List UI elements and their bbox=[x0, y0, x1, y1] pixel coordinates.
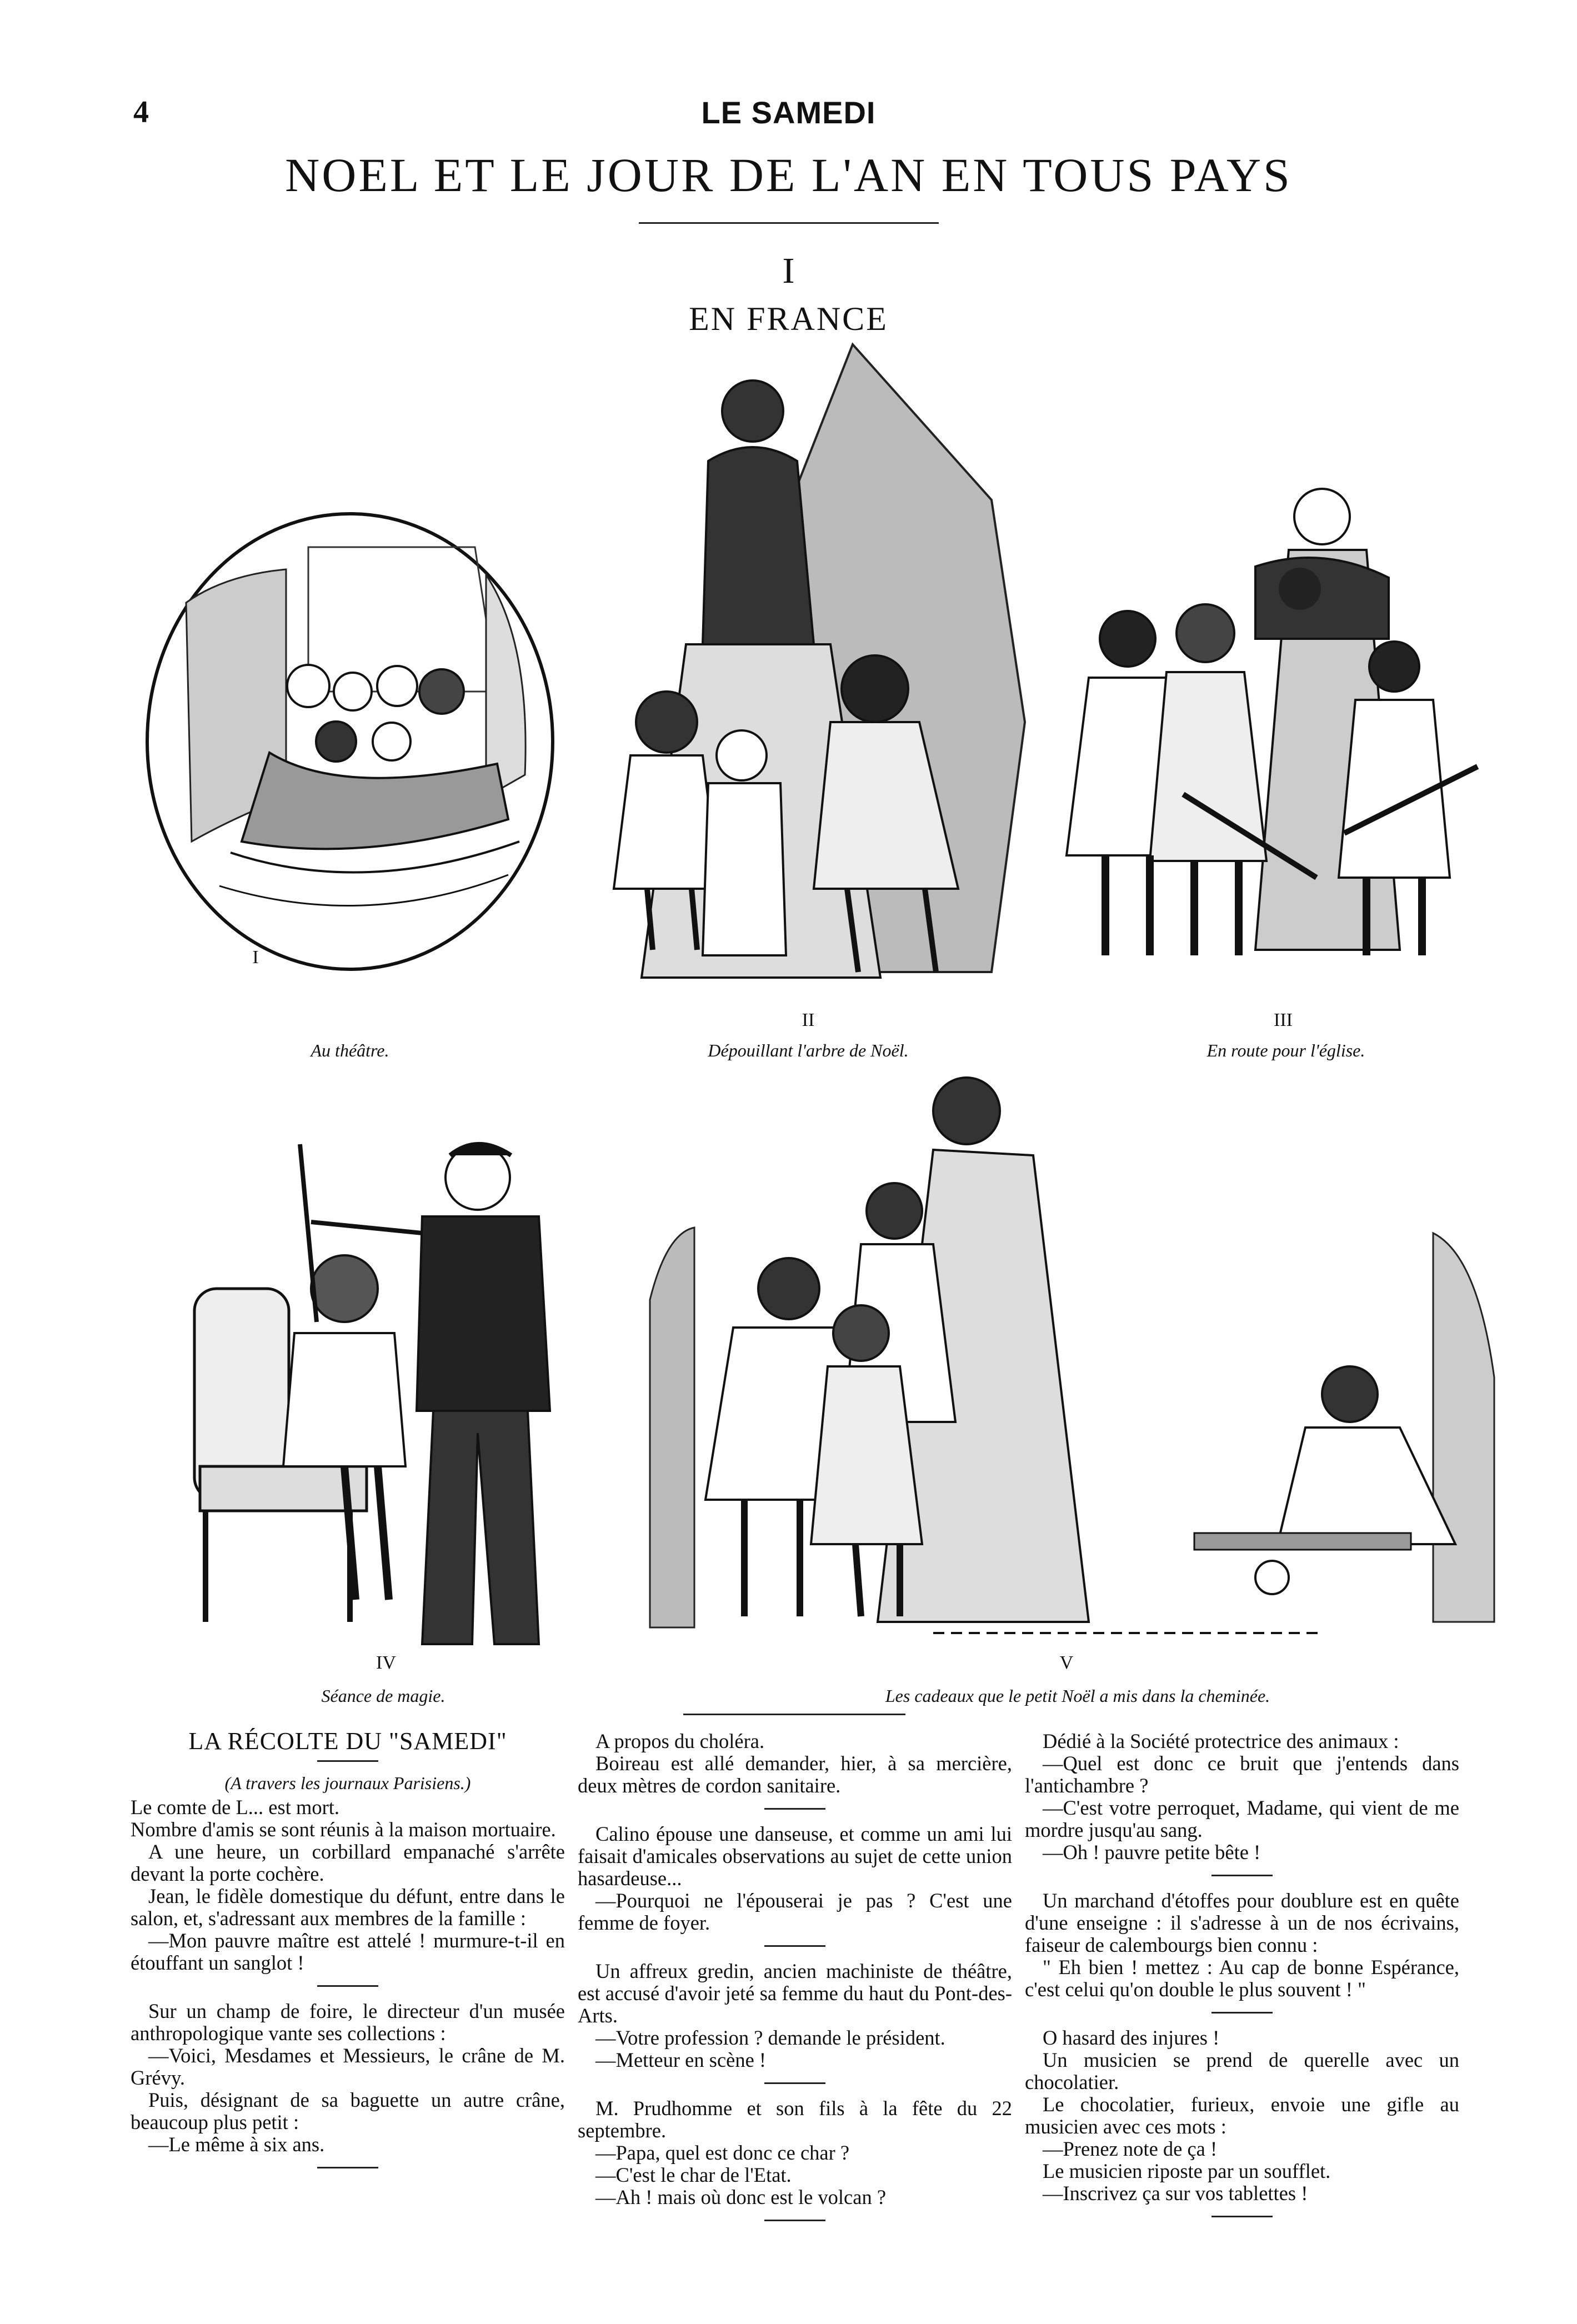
paragraph: Nombre d'amis se sont réunis à la maison mortuaire. bbox=[131, 1818, 556, 1841]
separator bbox=[1211, 2216, 1273, 2217]
caption-2: Dépouillant l'arbre de Noël. bbox=[708, 1040, 909, 1060]
paragraph: —Inscrivez ça sur vos tablettes ! bbox=[1043, 2182, 1308, 2205]
caption-1: Au théâtre. bbox=[311, 1040, 389, 1060]
separator bbox=[317, 1985, 378, 1987]
paragraph: Un affreux gredin, ancien machiniste de théâtre, est accusé d'avoir jeté sa femme du haut du Pont-des-Arts. bbox=[578, 1960, 1012, 2027]
illustration-magic bbox=[183, 1122, 561, 1650]
paragraph: Jean, le fidèle domestique du défunt, entre dans le salon, et, s'adressant aux membres de la famille : bbox=[131, 1885, 565, 1930]
paragraph: Calino épouse une danseuse, et comme un ami lui faisait d'amicales observations au sujet de cette union hasardeuse... bbox=[578, 1822, 1012, 1890]
paragraph: —Metteur en scène ! bbox=[595, 2048, 767, 2071]
separator bbox=[317, 2167, 378, 2168]
paragraph: —Votre profession ? demande le président. bbox=[595, 2026, 945, 2049]
column-1 bbox=[131, 1727, 565, 2182]
text-rule bbox=[683, 1714, 905, 1715]
page-number: 4 bbox=[133, 95, 149, 129]
paragraph: Puis, désignant de sa baguette un autre crâne, beaucoup plus petit : bbox=[131, 2088, 565, 2133]
paragraph: —Mon pauvre maître est attelé ! murmure-t-il en étouffant un sanglot ! bbox=[131, 1929, 565, 1974]
paragraph: Dédié à la Société protectrice des animaux : bbox=[1043, 1730, 1399, 1752]
numeral-3: III bbox=[1274, 1010, 1293, 1030]
separator bbox=[1211, 1875, 1273, 1876]
magic-engraving bbox=[183, 1122, 561, 1650]
paragraph: —Le même à six ans. bbox=[148, 2133, 325, 2156]
separator bbox=[764, 1945, 825, 1947]
recolte-source: (A travers les journaux Parisiens.) bbox=[224, 1773, 471, 1793]
presents-engraving bbox=[633, 1066, 1505, 1644]
paragraph: —Voici, Mesdames et Messieurs, le crâne de M. Grévy. bbox=[131, 2044, 565, 2089]
numeral-2: II bbox=[802, 1010, 815, 1030]
illustration-theatre bbox=[142, 508, 558, 975]
paragraph: Un musicien se prend de querelle avec un chocolatier. bbox=[1025, 2048, 1459, 2093]
paragraph: " Eh bien ! mettez : Au cap de bonne Espérance, c'est celui qu'on double le plus souvent ! " bbox=[1025, 1956, 1459, 2001]
separator bbox=[317, 1760, 378, 1762]
title-rule bbox=[639, 222, 939, 224]
section-title: EN FRANCE bbox=[689, 300, 888, 337]
paragraph: —Quel est donc ce bruit que j'entends dans l'antichambre ? bbox=[1025, 1752, 1459, 1797]
journal-title: LE SAMEDI bbox=[701, 95, 876, 130]
paragraph: —Papa, quel est donc ce char ? bbox=[595, 2141, 850, 2164]
illustration-to-church bbox=[1055, 455, 1489, 1005]
paragraph: A une heure, un corbillard empanaché s'arrête devant la porte cochère. bbox=[131, 1840, 565, 1885]
illustration-christmas-tree bbox=[592, 333, 1036, 1005]
paragraph: Le comte de L... est mort. bbox=[131, 1796, 340, 1819]
paragraph: —Prenez note de ça ! bbox=[1043, 2137, 1218, 2160]
paragraph: Sur un champ de foire, le directeur d'un musée anthropologique vante ses collections : bbox=[131, 2000, 565, 2045]
separator bbox=[764, 2082, 825, 2084]
section-number: I bbox=[782, 251, 795, 291]
numeral-5: V bbox=[1059, 1652, 1074, 1673]
article-title: NOEL ET LE JOUR DE L'AN EN TOUS PAYS bbox=[285, 148, 1292, 202]
separator bbox=[764, 2220, 825, 2221]
column-3 bbox=[1025, 1730, 1459, 2231]
paragraph: Le musicien riposte par un soufflet. bbox=[1043, 2160, 1331, 2182]
paragraph: Le chocolatier, furieux, envoie une gifle au musicien avec ces mots : bbox=[1025, 2093, 1459, 2138]
paragraph: O hasard des injures ! bbox=[1043, 2026, 1220, 2049]
numeral-1: I bbox=[252, 947, 259, 968]
to-church-engraving bbox=[1055, 455, 1489, 1005]
caption-5: Les cadeaux que le petit Noël a mis dans la cheminée. bbox=[885, 1686, 1270, 1706]
paragraph: —C'est le char de l'Etat. bbox=[595, 2163, 792, 2186]
paragraph: A propos du choléra. bbox=[595, 1730, 765, 1752]
paragraph: —C'est votre perroquet, Madame, qui vient de me mordre jusqu'au sang. bbox=[1025, 1796, 1459, 1841]
paragraph: Boireau est allé demander, hier, à sa mercière, deux mètres de cordon sanitaire. bbox=[578, 1752, 1012, 1797]
paragraph: —Oh ! pauvre petite bête ! bbox=[1043, 1841, 1261, 1864]
paragraph: —Ah ! mais où donc est le volcan ? bbox=[595, 2186, 887, 2208]
paragraph: Un marchand d'étoffes pour doublure est en quête d'une enseigne : il s'adresse à un de nos écrivains, faiseur de calembourgs bien connu : bbox=[1025, 1889, 1459, 1956]
paragraph: M. Prudhomme et son fils à la fête du 22 septembre. bbox=[578, 2097, 1012, 2142]
numeral-4: IV bbox=[376, 1652, 396, 1673]
separator bbox=[1211, 2012, 1273, 2014]
separator bbox=[764, 1808, 825, 1810]
caption-4: Séance de magie. bbox=[321, 1686, 445, 1706]
column-2 bbox=[578, 1730, 1012, 2235]
christmas-tree-engraving bbox=[592, 333, 1036, 1005]
caption-3: En route pour l'église. bbox=[1206, 1040, 1365, 1060]
illustration-presents bbox=[633, 1066, 1505, 1644]
theatre-box-engraving bbox=[142, 508, 558, 975]
recolte-heading: LA RÉCOLTE DU "SAMEDI" bbox=[188, 1727, 507, 1755]
paragraph: —Pourquoi ne l'épouserai je pas ? C'est une femme de foyer. bbox=[578, 1889, 1012, 1934]
